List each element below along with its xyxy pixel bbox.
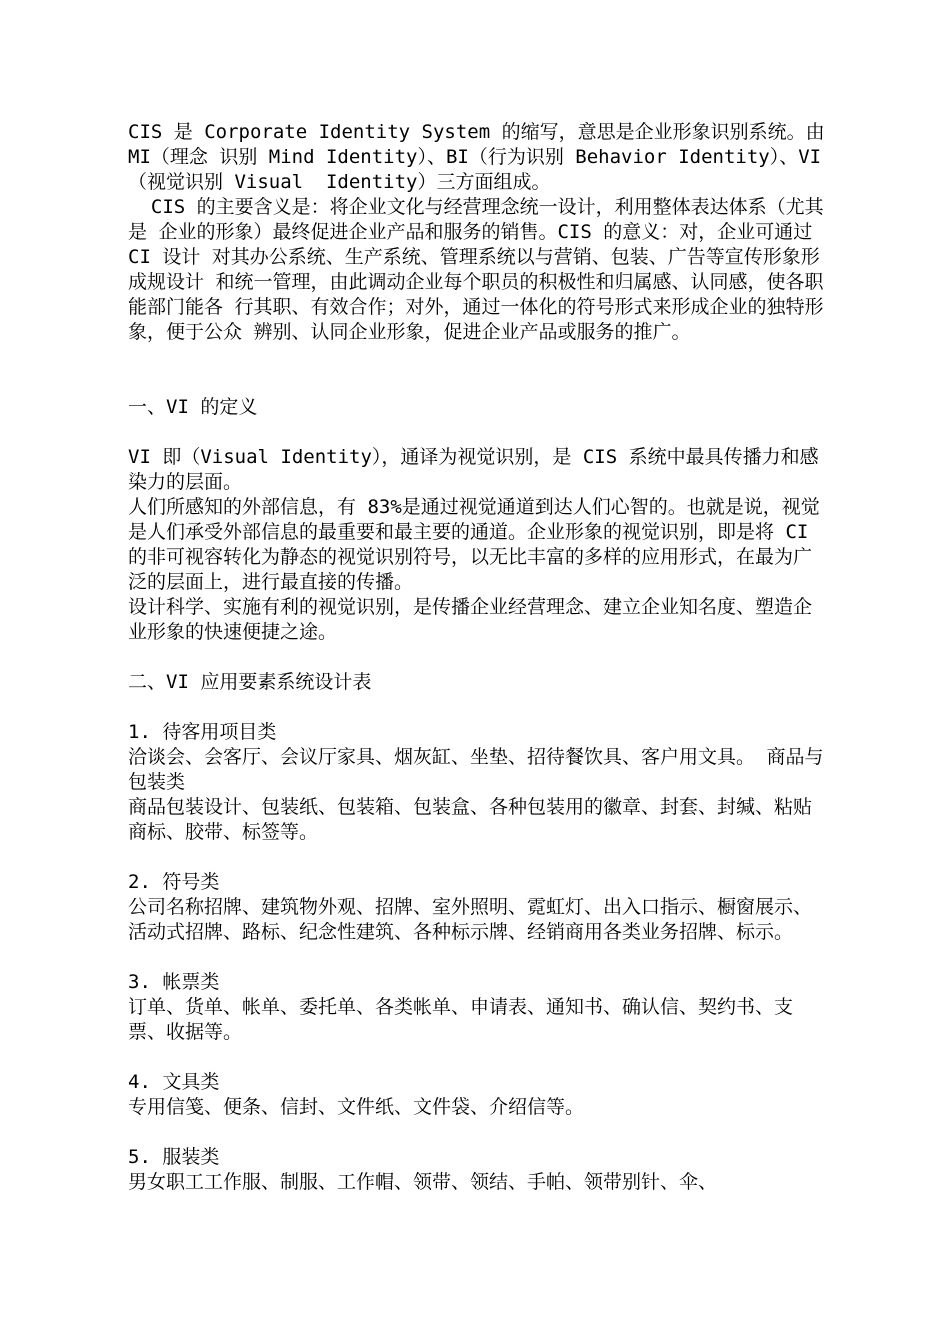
intro-paragraph-1: CIS 是 Corporate Identity System 的缩写，意思是企业形象识别系统。由 MI（理念 识别 Mind Identity）、BI（行为识别 Behavior Identity）、VI（视觉识别 Visual Identity）三方面组成。 bbox=[128, 121, 837, 193]
list-item-body: 男女职工工作服、制服、工作帽、领带、领结、手帕、领带别针、伞、 bbox=[128, 1171, 718, 1193]
list-item-body: 订单、货单、帐单、委托单、各类帐单、申请表、通知书、确认信、契约书、支票、收据等。 bbox=[128, 996, 794, 1043]
section-1-paragraph-1: VI 即（Visual Identity），通译为视觉识别，是 CIS 系统中最具传播力和感染力的层面。 bbox=[128, 446, 819, 493]
list-item-title: 5. 服装类 bbox=[128, 1146, 220, 1168]
spacer bbox=[128, 1120, 828, 1145]
spacer bbox=[128, 695, 828, 720]
spacer bbox=[128, 1045, 828, 1070]
section-2-heading: 二、VI 应用要素系统设计表 bbox=[128, 671, 372, 693]
list-item bbox=[128, 970, 828, 1045]
list-item-body: 专用信笺、便条、信封、文件纸、文件袋、介绍信等。 bbox=[128, 1096, 585, 1118]
list-item bbox=[128, 720, 828, 845]
intro-paragraph-2: CIS 的主要含义是：将企业文化与经营理念统一设计，利用整体表达体系（尤其是 企业的形象）最终促进企业产品和服务的销售。CIS 的意义：对，企业可通过 CI 设计 对其办公系统、生产系统、管理系统以与营销、包装、广告等宣传形象形成规设计 和统一管理，由此调动企业每个职员的积极性和归属感、认同感，使各职能部门能各 行其职、有效合作；对外，通过一体化的符号形式来形成企业的独特形象，便于公众 辨别、认同企业形象，促进企业产品或服务的推广。 bbox=[128, 196, 824, 343]
spacer bbox=[128, 945, 828, 970]
list-item bbox=[128, 1070, 828, 1120]
list-item-body: 公司名称招牌、建筑物外观、招牌、室外照明、霓虹灯、出入口指示、橱窗展示、活动式招牌、路标、纪念性建筑、各种标示牌、经销商用各类业务招牌、标示。 bbox=[128, 896, 813, 943]
spacer bbox=[128, 345, 828, 395]
list-item-body: 洽谈会、会客厅、会议厅家具、烟灰缸、坐垫、招待餐饮具、客户用文具。 商品与包装类 商品包装设计、包装纸、包装箱、包装盒、各种包装用的徽章、封套、封缄、粘贴商标、胶带、标签等。 bbox=[128, 746, 824, 843]
list-item-title: 2. 符号类 bbox=[128, 871, 220, 893]
spacer bbox=[128, 845, 828, 870]
spacer bbox=[128, 645, 828, 670]
document-page bbox=[128, 120, 837, 1195]
list-item bbox=[128, 1145, 828, 1195]
list-item bbox=[128, 870, 828, 945]
section-1-heading: 一、VI 的定义 bbox=[128, 396, 258, 418]
list-item-title: 4. 文具类 bbox=[128, 1071, 220, 1093]
spacer bbox=[128, 420, 828, 445]
section-1-paragraph-2: 人们所感知的外部信息，有 83%是通过视觉通道到达人们心智的。也就是说，视觉是人们承受外部信息的最重要和最主要的通道。企业形象的视觉识别，即是将 CI 的非可视容转化为静态的视觉识别符号，以无比丰富的多样的应用形式，在最为广泛的层面上，进行最直接的传播。 bbox=[128, 496, 820, 593]
section-1-paragraph-3: 设计科学、实施有利的视觉识别，是传播企业经营理念、建立企业知名度、塑造企业形象的快速便捷之途。 bbox=[128, 596, 813, 643]
list-item-title: 3. 帐票类 bbox=[128, 971, 220, 993]
list-item-title: 1. 待客用项目类 bbox=[128, 721, 277, 743]
